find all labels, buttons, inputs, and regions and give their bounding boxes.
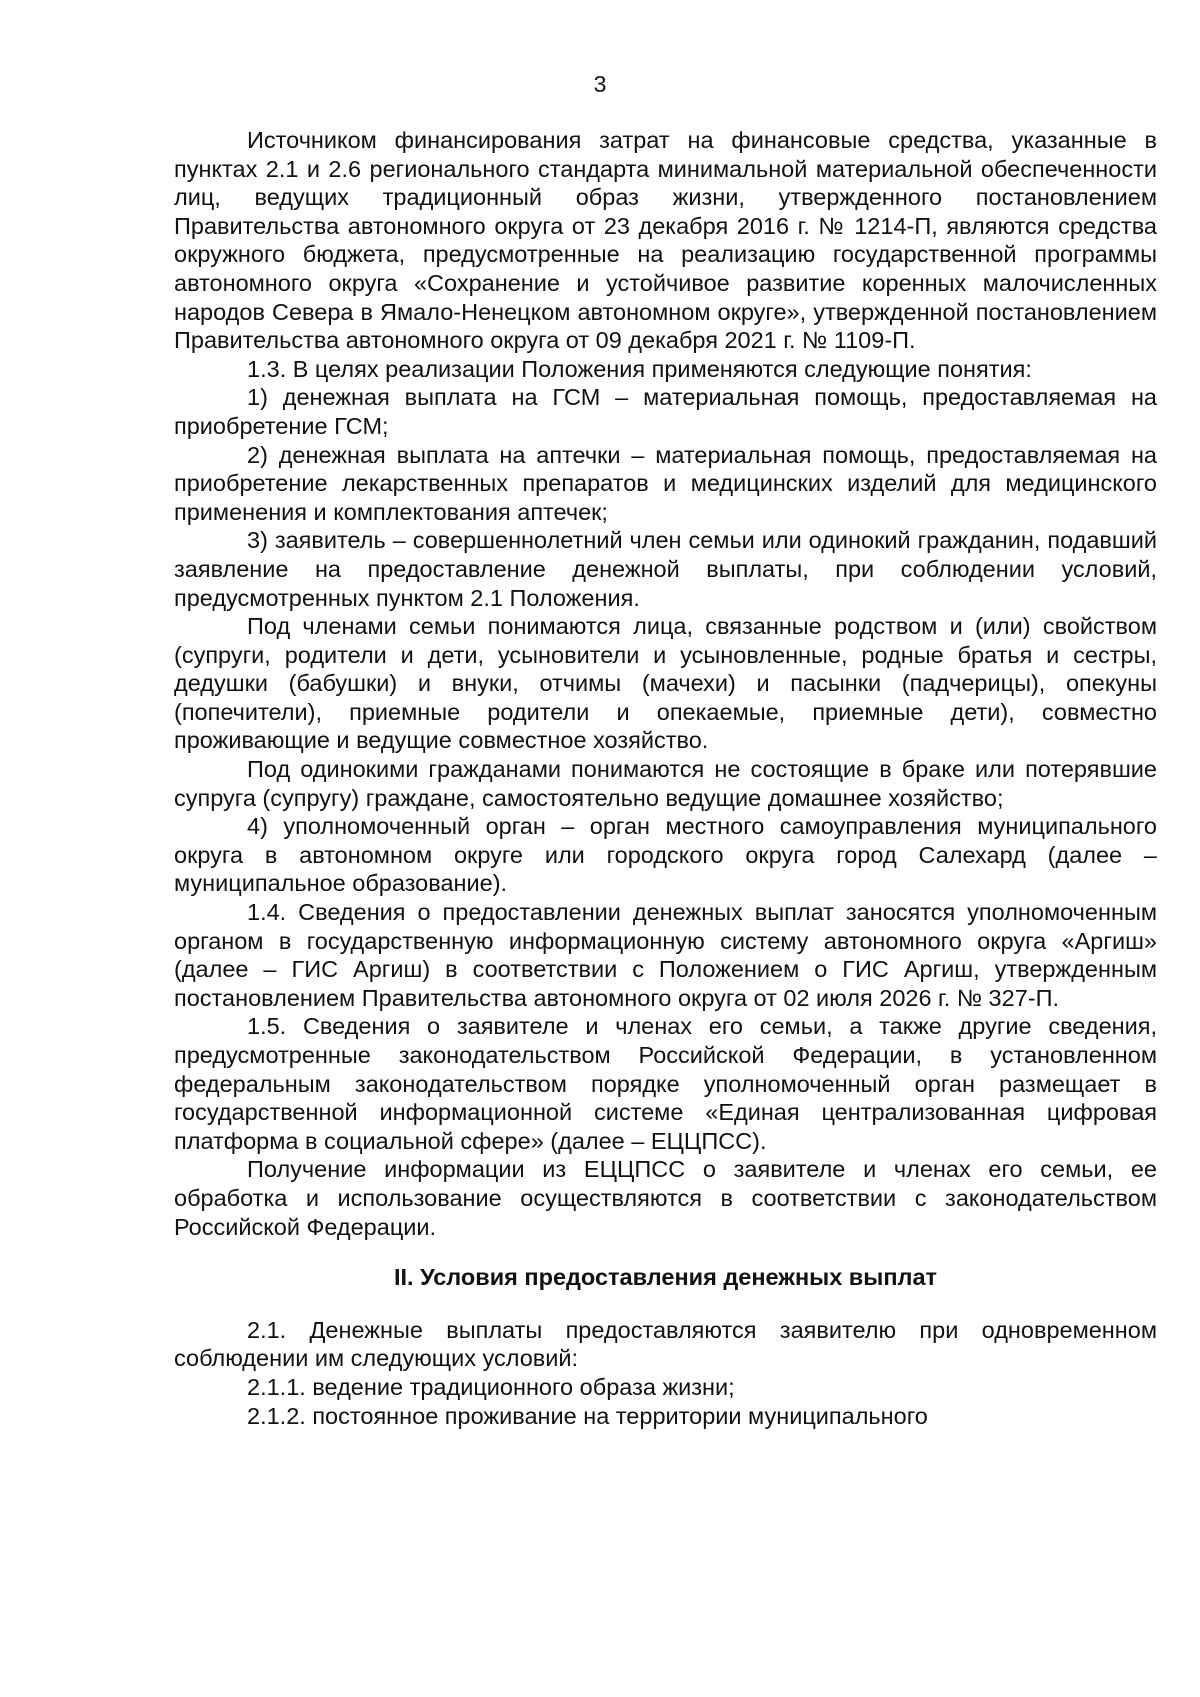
paragraph-definition-authorized-body: 4) уполномоченный орган – орган местного самоуправления муниципального округа в автономном округе или городского округа город Салехард (далее – муниципальное образование). (174, 813, 1157, 897)
document-body (174, 126, 1157, 1430)
section-heading: II. Условия предоставления денежных выплат (393, 1264, 938, 1291)
paragraph-1-5-ecps: 1.5. Сведения о заявителе и членах его семьи, а также другие сведения, предусмотренные законодательством Российской Федерации, в установленном федеральным законодательством порядке уполномоченный орган размещает в государственной информационной системе «Единая централизованная цифровая платформа в социальной сфере» (далее – ЕЦЦПСС). (174, 1013, 1157, 1154)
paragraph-2-1-2: 2.1.2. постоянное проживание на территории муниципального (247, 1402, 928, 1429)
paragraph-single-citizens: Под одинокими гражданами понимаются не состоящие в браке или потерявшие супруга (супругу) граждане, самостоятельно ведущие домашнее хозяйство; (174, 756, 1157, 811)
page-number: 3 (593, 71, 607, 97)
paragraph-funding-source: Источником финансирования затрат на финансовые средства, указанные в пунктах 2.1 и 2.6 регионального стандарта минимальной материальной обеспеченности лиц, ведущих традиционный образ жизни, утвержденного постановлением Правительства автономного округа от 23 декабря 2016 г. № 1214-П, являются средства окружного бюджета, предусмотренные на реализацию государственной программы автономного округа «Сохранение и устойчивое развитие коренных малочисленных народов Севера в Ямало-Ненецком автономном округе», утвержденной постановлением Правительства автономного округа от 09 декабря 2021 г. № 1109-П. (174, 127, 1157, 354)
paragraph-1-3-definitions: 1.3. В целях реализации Положения применяются следующие понятия: (247, 355, 1032, 382)
paragraph-family-members: Под членами семьи понимаются лица, связанные родством и (или) свойством (супруги, родители и дети, усыновители и усыновленные, родные братья и сестры, дедушки (бабушки) и внуки, отчимы (мачехи) и пасынки (падчерицы), опекуны (попечители), приемные родители и опекаемые, приемные дети), совместно проживающие и ведущие совместное хозяйство. (174, 613, 1157, 754)
paragraph-1-4-gis-argish: 1.4. Сведения о предоставлении денежных выплат заносятся уполномоченным органом в государственную информационную систему автономного округа «Аргиш» (далее – ГИС Аргиш) в соответствии с Положением о ГИС Аргиш, утвержденным постановлением Правительства автономного округа от 02 июля 2026 г. № 327-П. (174, 899, 1157, 1011)
paragraph-definition-applicant: 3) заявитель – совершеннолетний член семьи или одинокий гражданин, подавший заявление на предоставление денежной выплаты, при соблюдении условий, предусмотренных пунктом 2.1 Положения. (174, 527, 1157, 611)
paragraph-2-1-conditions: 2.1. Денежные выплаты предоставляются заявителю при одновременном соблюдении им следующих условий: (174, 1316, 1157, 1372)
paragraph-ecps-processing: Получение информации из ЕЦЦПСС о заявителе и членах его семьи, ее обработка и использование осуществляются в соответствии с законодательством Российской Федерации. (174, 1156, 1157, 1240)
paragraph-2-1-1: 2.1.1. ведение традиционного образа жизни; (247, 1373, 735, 1400)
paragraph-definition-first-aid-payment: 2) денежная выплата на аптечки – материальная помощь, предоставляемая на приобретение лекарственных препаратов и медицинских изделий для медицинского применения и комплектования аптечек; (174, 441, 1157, 525)
paragraph-definition-fuel-payment: 1) денежная выплата на ГСМ – материальная помощь, предоставляемая на приобретение ГСМ; (174, 384, 1157, 439)
